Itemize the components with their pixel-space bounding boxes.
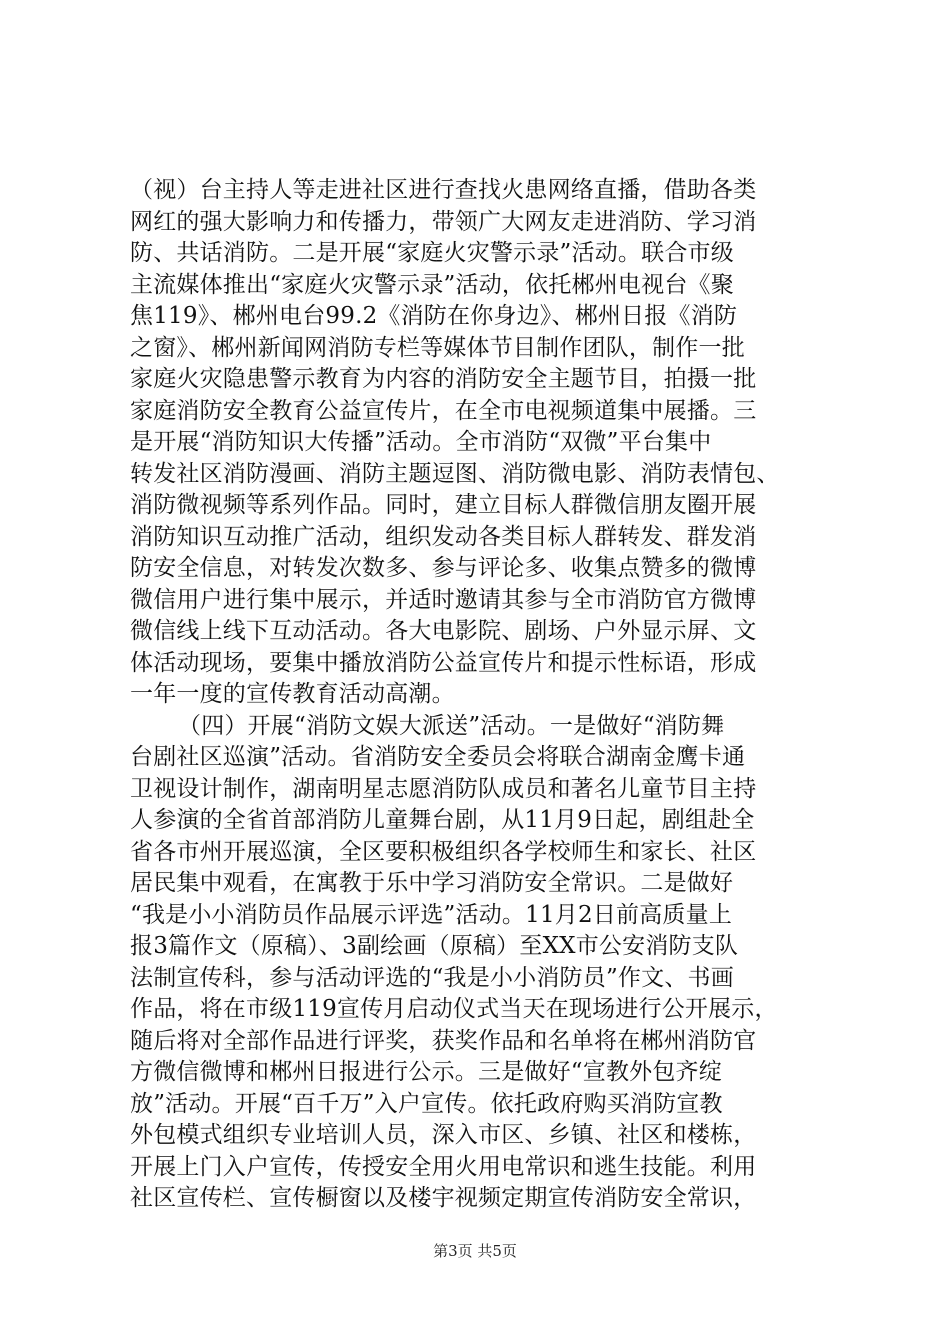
- text-line: 焦119》、郴州电台99.2《消防在你身边》、郴州日报《消防: [130, 303, 738, 329]
- text-line: 家庭火灾隐患警示教育为内容的消防安全主题节目，拍摄一批: [130, 366, 757, 392]
- text-line: 是开展“消防知识大传播”活动。全市消防“双微”平台集中: [130, 429, 712, 455]
- body-text: [130, 175, 830, 1215]
- text-line: 社区宣传栏、宣传橱窗以及楼宇视频定期宣传消防安全常识，: [130, 1185, 757, 1211]
- text-line: 微信线上线下互动活动。各大电影院、剧场、户外显示屏、文: [130, 618, 757, 644]
- text-line: 消防知识互动推广活动，组织发动各类目标人群转发、群发消: [130, 523, 757, 550]
- text-line: 报3篇作文（原稿）、3副绘画（原稿）至XX市公安消防支队: [130, 933, 739, 959]
- text-line: 家庭消防安全教育公益宣传片，在全市电视频道集中展播。三: [130, 397, 757, 424]
- page-number-footer: 第3页 共5页: [433, 1242, 517, 1260]
- text-line: 消防微视频等系列作品。同时，建立目标人群微信朋友圈开展: [130, 492, 757, 518]
- text-line: 之窗》、郴州新闻网消防专栏等媒体节目制作团队，制作一批: [130, 334, 745, 361]
- text-line: 微信用户进行集中展示，并适时邀请其参与全市消防官方微博: [130, 586, 757, 613]
- text-line: 主流媒体推出“家庭火灾警示录”活动，依托郴州电视台《聚: [130, 271, 734, 298]
- text-line: （视）台主持人等走进社区进行查找火患网络直播，借助各类: [130, 177, 757, 203]
- text-line: 防安全信息，对转发次数多、参与评论多、收集点赞多的微博: [130, 555, 757, 581]
- text-line: 省各市州开展巡演，全区要积极组织各学校师生和家长、社区: [130, 838, 757, 865]
- text-line: 作品，将在市级119宣传月启动仪式当天在现场进行公开展示，: [130, 996, 778, 1022]
- text-line: 法制宣传科，参与活动评选的“我是小小消防员”作文、书画: [130, 964, 734, 991]
- text-line: 方微信微博和郴州日报进行公示。三是做好“宣教外包齐绽: [130, 1059, 722, 1085]
- text-line: “我是小小消防员作品展示评选”活动。11月2日前高质量上: [130, 901, 733, 928]
- text-line: 卫视设计制作，湖南明星志愿消防队成员和著名儿童节目主持: [130, 775, 757, 802]
- text-line: 放”活动。开展“百千万”入户宣传。依托政府购买消防宣教: [130, 1090, 723, 1117]
- text-line: 居民集中观看，在寓教于乐中学习消防安全常识。二是做好: [130, 870, 734, 896]
- text-line: 防、共话消防。二是开展“家庭火灾警示录”活动。联合市级: [130, 240, 734, 266]
- text-line: 台剧社区巡演”活动。省消防安全委员会将联合湖南金鹰卡通: [130, 744, 746, 770]
- text-line: 一年一度的宣传教育活动高潮。: [130, 681, 455, 707]
- text-line: 随后将对全部作品进行评奖，获奖作品和名单将在郴州消防官: [130, 1027, 757, 1054]
- text-line: 转发社区消防漫画、消防主题逗图、消防微电影、消防表情包、: [130, 460, 780, 487]
- text-line: 网红的强大影响力和传播力，带领广大网友走进消防、学习消: [130, 208, 757, 235]
- text-line: 人参演的全省首部消防儿童舞台剧，从11月9日起，剧组赴全: [130, 807, 755, 833]
- text-line: 外包模式组织专业培训人员，深入市区、乡镇、社区和楼栋，: [130, 1122, 757, 1148]
- text-line: 体活动现场，要集中播放消防公益宣传片和提示性标语，形成: [130, 649, 757, 676]
- text-line: 开展上门入户宣传，传授安全用火用电常识和逃生技能。利用: [130, 1153, 757, 1180]
- paragraph-start-line: （四）开展“消防文娱大派送”活动。一是做好“消防舞: [178, 712, 725, 739]
